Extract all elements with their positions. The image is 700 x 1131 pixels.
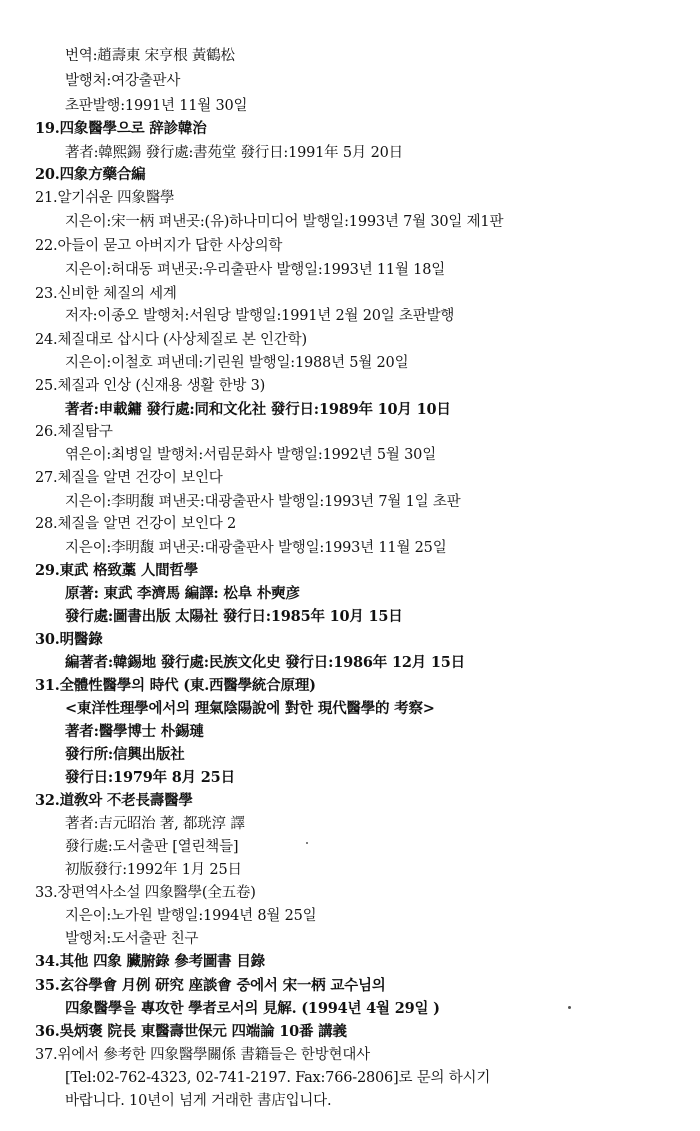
list-item-heading: 31.全體性醫學의 時代 (東.西醫學統合原理) xyxy=(35,677,316,694)
list-item-heading: 33.장편역사소설 四象醫學(全五卷) xyxy=(35,885,256,901)
text-line: 發行日:1979年 8月 25日 xyxy=(65,769,235,786)
list-item-heading: 29.東武 格致藁 人間哲學 xyxy=(35,562,199,579)
text-line: 바랍니다. 10년이 넘게 거래한 書店입니다. xyxy=(65,1093,332,1109)
list-item-heading: 27.체질을 알면 건강이 보인다 xyxy=(35,470,223,486)
text-line: 지은이:허대동 펴낸곳:우리출판사 발행일:1993년 11월 18일 xyxy=(65,262,446,278)
text-line: 지은이:李明馥 펴낸곳:대광출판사 발행일:1993년 7월 1일 초판 xyxy=(65,494,461,510)
text-line: 지은이:노가원 발행일:1994년 8월 25일 xyxy=(65,908,317,924)
list-item-heading: 23.신비한 체질의 세계 xyxy=(35,286,177,302)
text-line: 저자:이종오 발행처:서원당 발행일:1991년 2월 20일 초판발행 xyxy=(65,308,455,324)
list-item-heading: 20.四象方藥合編 xyxy=(35,166,146,183)
text-line: 著者:韓熙錫 發行處:書苑堂 發行日:1991年 5月 20日 xyxy=(65,145,403,161)
list-item-heading: 30.明醫錄 xyxy=(35,631,103,648)
text-line: 著者:吉元昭治 著, 都珖淳 譯 xyxy=(65,816,245,832)
text-line: 四象醫學을 專攻한 學者로서의 見解. (1994년 4월 29일 ) xyxy=(65,1000,440,1017)
list-item-heading: 36.吳炳褒 院長 東醫壽世保元 四端論 10番 講義 xyxy=(35,1023,347,1040)
text-line: 지은이:宋一柄 펴낸곳:(유)하나미디어 발행일:1993년 7월 30일 제1판 xyxy=(65,214,504,230)
text-line: 著者:醫學博士 朴錫璉 xyxy=(65,723,204,740)
list-item-heading: 28.체질을 알면 건강이 보인다 2 xyxy=(35,516,236,532)
list-item-heading: 37.위에서 參考한 四象醫學關係 書籍들은 한방현대사 xyxy=(35,1047,370,1063)
text-line: 編著者:韓錫地 發行處:民族文化史 發行日:1986年 12月 15日 xyxy=(65,654,465,671)
text-line: 엮은이:최병일 발행처:서림문화사 발행일:1992년 5월 30일 xyxy=(65,447,437,463)
text-line: [Tel:02-762-4323, 02-741-2197. Fax:766-2806]로 문의 하시기 xyxy=(65,1070,491,1086)
text-line: 초판발행:1991년 11월 30일 xyxy=(65,98,248,114)
list-item-heading: 26.체질탐구 xyxy=(35,424,113,440)
text-line: 發行所:信興出版社 xyxy=(65,746,185,763)
text-line: 發行處:도서출판 [열린책들] xyxy=(65,839,239,855)
text-line: 著者:申載鏞 發行處:同和文化社 發行日:1989年 10月 10日 xyxy=(65,401,451,418)
text-line: 발행처:여강출판사 xyxy=(65,73,181,89)
list-item-heading: 22.아들이 묻고 아버지가 답한 사상의학 xyxy=(35,238,283,254)
text-line: 原著: 東武 李濟馬 編譯: 松阜 朴奭彦 xyxy=(65,585,300,602)
list-item-heading: 34.其他 四象 臟腑錄 參考圖書 目錄 xyxy=(35,953,265,970)
text-line: 지은이:李明馥 펴낸곳:대광출판사 발행일:1993년 11월 25일 xyxy=(65,540,447,556)
text-line: 지은이:이철호 펴낸데:기린원 발행일:1988년 5월 20일 xyxy=(65,355,409,371)
list-item-heading: 21.알기쉬운 四象醫學 xyxy=(35,190,175,206)
text-line: 發行處:圖書出版 太陽社 發行日:1985年 10月 15日 xyxy=(65,608,403,625)
scan-speck xyxy=(306,842,308,844)
text-line: 발행처:도서출판 친구 xyxy=(65,931,199,947)
list-item-heading: 32.道敎와 不老長壽醫學 xyxy=(35,792,193,809)
list-item-heading: 24.체질대로 삽시다 (사상체질로 본 인간학) xyxy=(35,332,307,348)
scan-speck xyxy=(568,1006,571,1009)
text-line: 初版發行:1992年 1月 25日 xyxy=(65,862,242,878)
list-item-heading: 19.四象醫學으로 辞診韓治 xyxy=(35,120,207,137)
text-line: 번역:趙壽東 宋亨根 黃鶴松 xyxy=(65,48,235,64)
list-item-heading: 25.체질과 인상 (신재용 생활 한방 3) xyxy=(35,378,266,394)
text-line: <東洋性理學에서의 理氣陰陽說에 對한 現代醫學的 考察> xyxy=(65,700,435,717)
list-item-heading: 35.玄谷學會 月例 研究 座談會 중에서 宋一柄 교수님의 xyxy=(35,977,386,994)
